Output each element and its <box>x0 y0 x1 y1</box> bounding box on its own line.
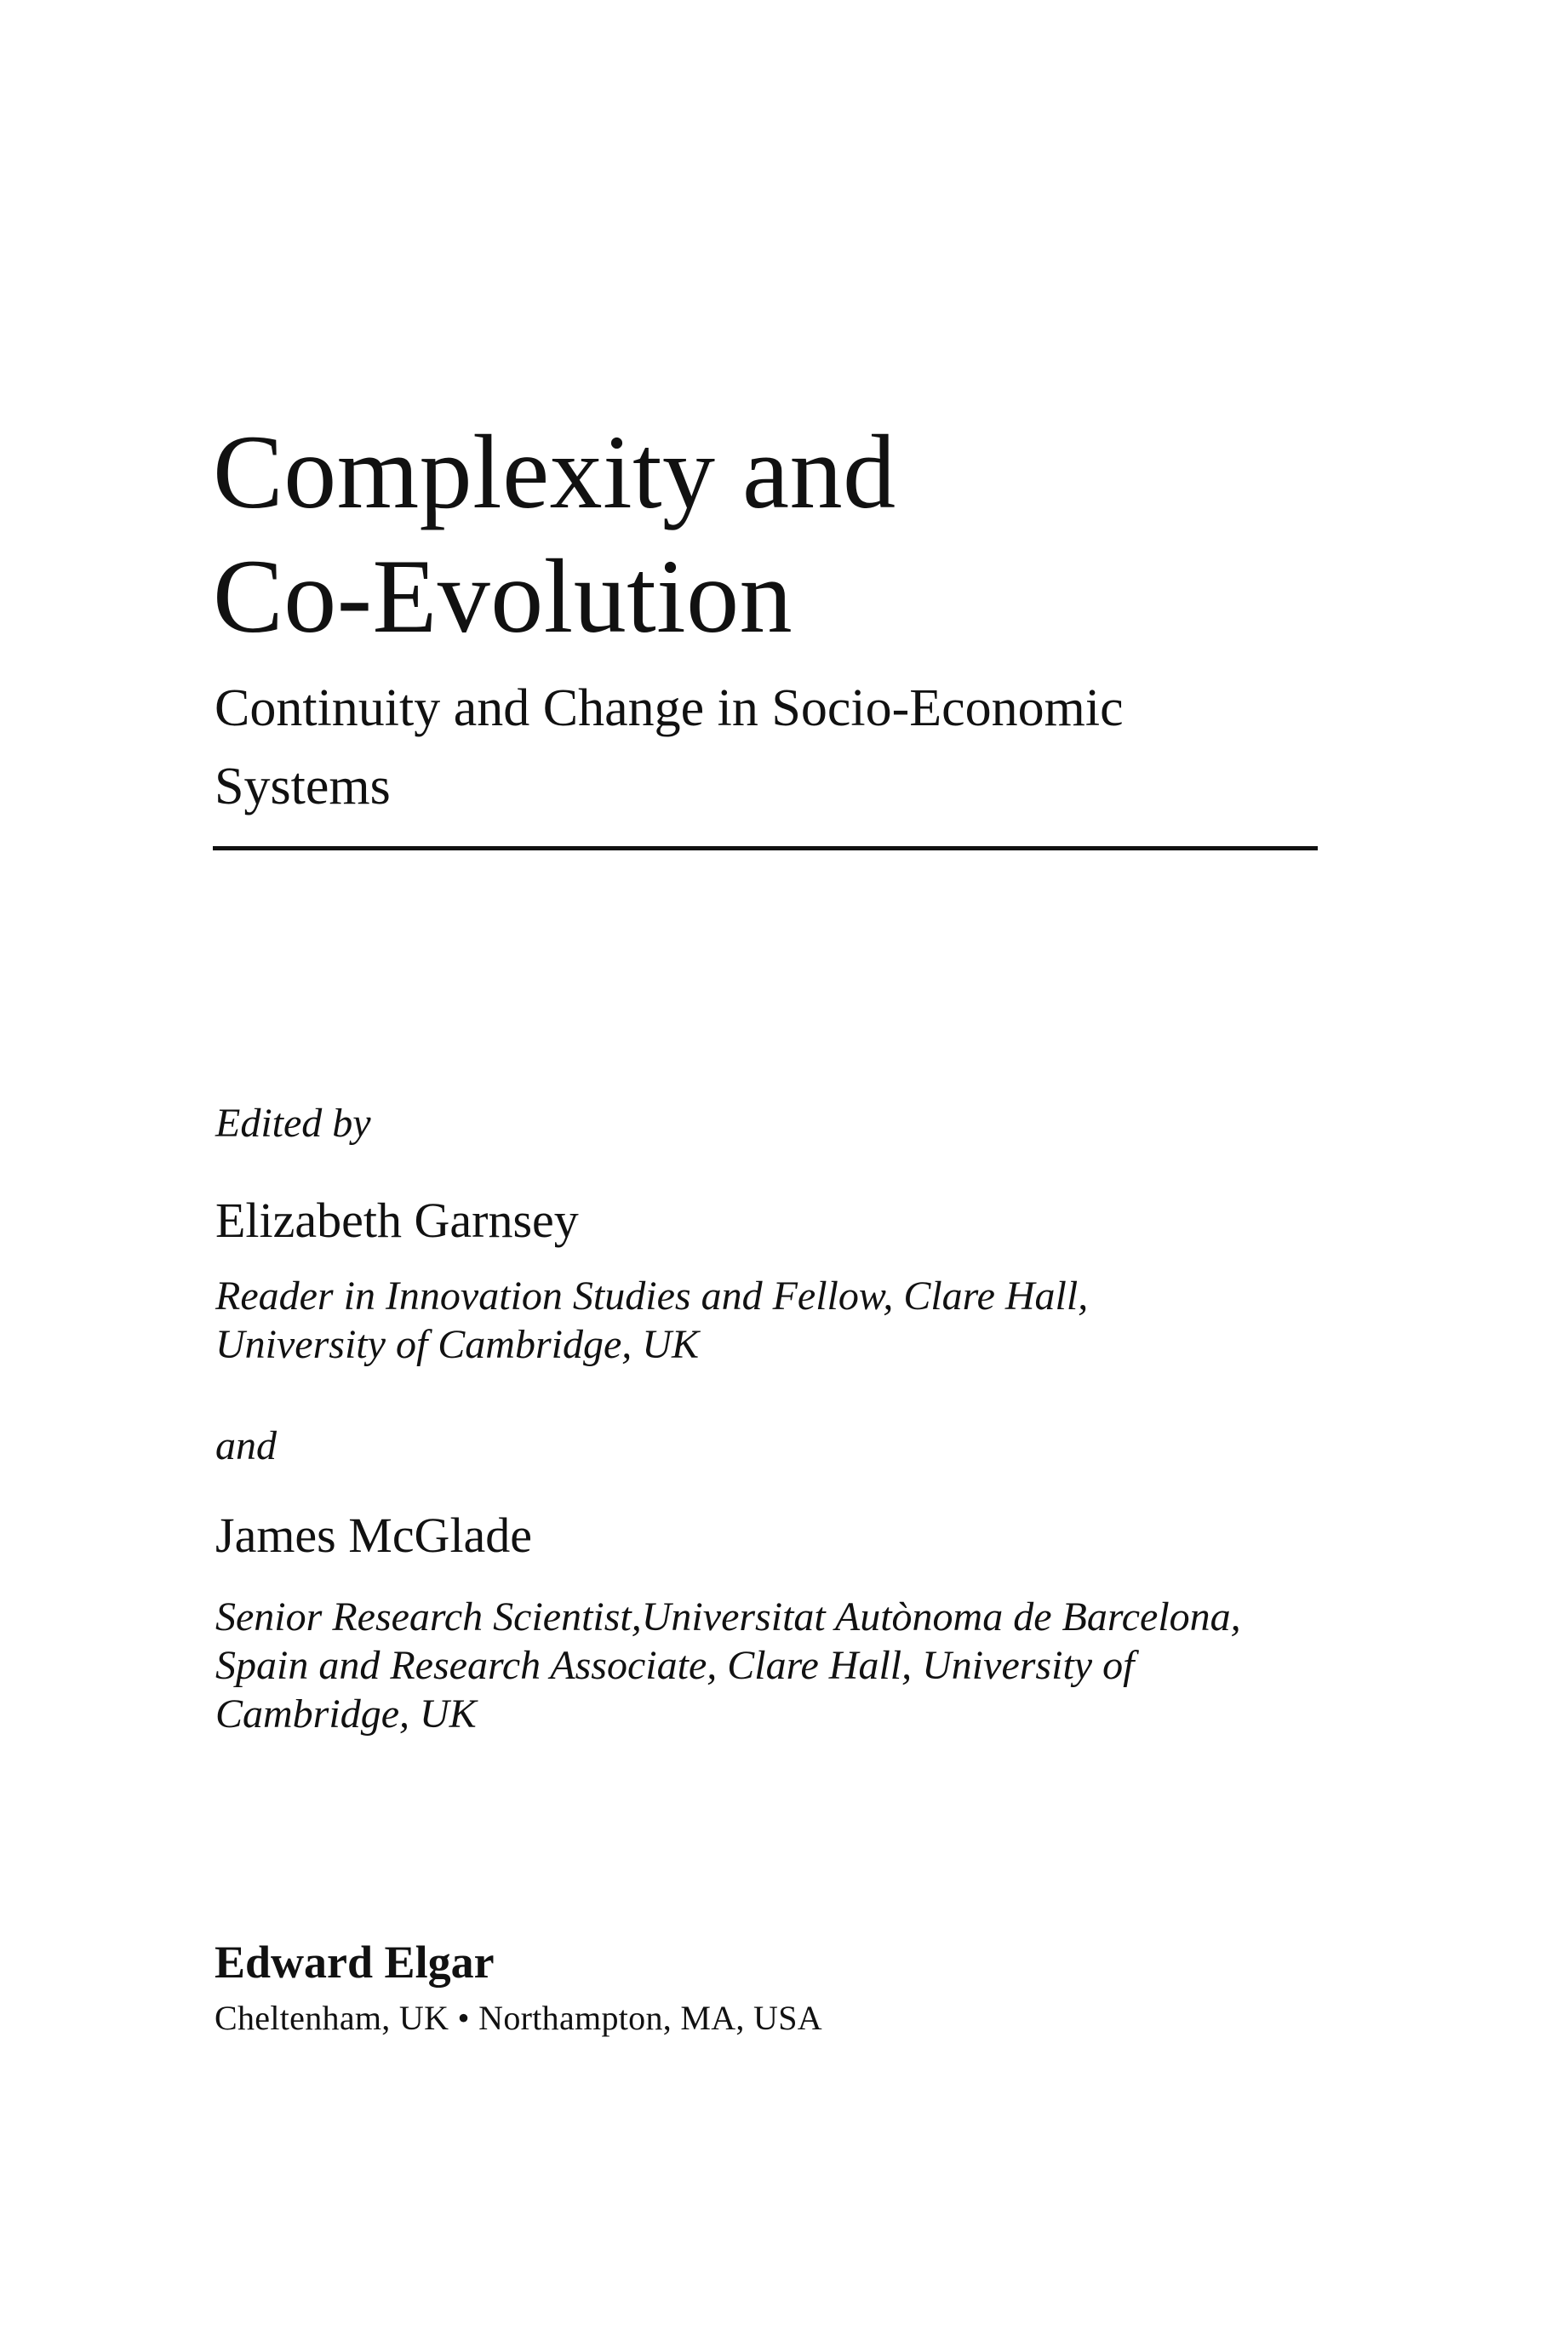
editor-affiliation-2 <box>215 1593 1241 1738</box>
editor-affiliation-2-line-3: Cambridge, UK <box>215 1691 477 1737</box>
title-divider-rule <box>213 846 1318 850</box>
editor-affiliation-1-line-2: University of Cambridge, UK <box>215 1322 699 1367</box>
editor-affiliation-2-line-1: Senior Research Scientist,Universitat Autònoma de Barcelona, <box>215 1594 1241 1640</box>
editor-affiliation-1-line-1: Reader in Innovation Studies and Fellow, Clare Hall, <box>215 1273 1089 1319</box>
book-title-line-2: Co-Evolution <box>213 538 793 655</box>
book-title-line-1: Complexity and <box>213 414 896 530</box>
editor-affiliation-2-line-2: Spain and Research Associate, Clare Hall, University of <box>215 1643 1135 1688</box>
publisher-locations: Cheltenham, UK • Northampton, MA, USA <box>215 1999 822 2037</box>
book-subtitle-line-1: Continuity and Change in Socio-Economic <box>215 679 1124 737</box>
edited-by-label: Edited by <box>215 1101 371 1146</box>
book-title <box>213 410 1405 659</box>
editor-name-2: James McGlade <box>215 1508 533 1563</box>
book-subtitle <box>215 669 1406 826</box>
editor-name-1: Elizabeth Garnsey <box>215 1193 579 1248</box>
editors-conjunction: and <box>215 1423 277 1468</box>
editor-affiliation-1 <box>215 1272 1088 1369</box>
publisher-name: Edward Elgar <box>215 1937 495 1988</box>
book-subtitle-line-2: Systems <box>215 758 391 815</box>
